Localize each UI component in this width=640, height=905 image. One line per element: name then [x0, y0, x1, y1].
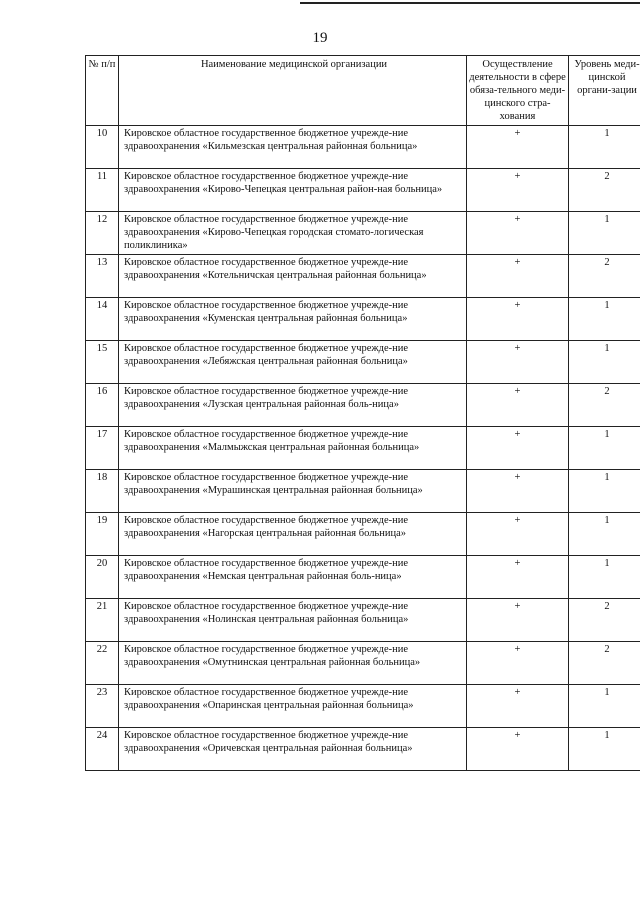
- row-name: Кировское областное государственное бюджетное учрежде-ние здравоохранения «Кильмезская центральная районная больница»: [119, 126, 467, 169]
- table-row: [86, 212, 640, 255]
- row-name: Кировское областное государственное бюджетное учрежде-ние здравоохранения «Котельничская центральная районная больница»: [119, 255, 467, 298]
- table-row: [86, 642, 640, 685]
- row-oms: +: [467, 212, 569, 255]
- table-row: [86, 556, 640, 599]
- row-level: 1: [569, 470, 640, 513]
- row-level: 2: [569, 255, 640, 298]
- row-num: 19: [86, 513, 119, 556]
- row-oms: +: [467, 728, 569, 771]
- row-oms: +: [467, 126, 569, 169]
- row-level: 1: [569, 513, 640, 556]
- row-name: Кировское областное государственное бюджетное учрежде-ние здравоохранения «Кирово-Чепецкая городская стомато-логическая поликлиника»: [119, 212, 467, 255]
- row-level: 2: [569, 384, 640, 427]
- row-level: 1: [569, 126, 640, 169]
- row-level: 2: [569, 642, 640, 685]
- row-name: Кировское областное государственное бюджетное учрежде-ние здравоохранения «Нагорская центральная районная больница»: [119, 513, 467, 556]
- row-name: Кировское областное государственное бюджетное учрежде-ние здравоохранения «Куменская центральная районная больница»: [119, 298, 467, 341]
- table-row: [86, 341, 640, 384]
- row-oms: +: [467, 298, 569, 341]
- row-num: 15: [86, 341, 119, 384]
- row-oms: +: [467, 599, 569, 642]
- row-name: Кировское областное государственное бюджетное учрежде-ние здравоохранения «Кирово-Чепецкая центральная район-ная больница»: [119, 169, 467, 212]
- table-row: [86, 384, 640, 427]
- table-body: [86, 126, 640, 771]
- row-num: 20: [86, 556, 119, 599]
- table-row: [86, 513, 640, 556]
- table-row: [86, 169, 640, 212]
- table-row: [86, 685, 640, 728]
- row-level: 2: [569, 169, 640, 212]
- row-level: 1: [569, 685, 640, 728]
- row-name: Кировское областное государственное бюджетное учрежде-ние здравоохранения «Оричевская центральная районная больница»: [119, 728, 467, 771]
- table-row: [86, 728, 640, 771]
- row-level: 1: [569, 556, 640, 599]
- row-level: 1: [569, 341, 640, 384]
- row-num: 12: [86, 212, 119, 255]
- row-oms: +: [467, 341, 569, 384]
- top-rule: [300, 2, 640, 4]
- row-oms: +: [467, 556, 569, 599]
- row-num: 21: [86, 599, 119, 642]
- row-oms: +: [467, 169, 569, 212]
- table-row: [86, 298, 640, 341]
- row-oms: +: [467, 513, 569, 556]
- row-name: Кировское областное государственное бюджетное учрежде-ние здравоохранения «Лебяжская центральная районная больница»: [119, 341, 467, 384]
- row-num: 22: [86, 642, 119, 685]
- header-num: № п/п: [86, 56, 119, 126]
- row-num: 16: [86, 384, 119, 427]
- row-level: 2: [569, 599, 640, 642]
- row-name: Кировское областное государственное бюджетное учрежде-ние здравоохранения «Немская центральная районная боль-ница»: [119, 556, 467, 599]
- row-num: 13: [86, 255, 119, 298]
- row-num: 17: [86, 427, 119, 470]
- table-row: [86, 427, 640, 470]
- organizations-table: [85, 55, 640, 771]
- row-num: 11: [86, 169, 119, 212]
- row-level: 1: [569, 728, 640, 771]
- row-name: Кировское областное государственное бюджетное учрежде-ние здравоохранения «Мурашинская центральная районная больница»: [119, 470, 467, 513]
- table-row: [86, 126, 640, 169]
- row-oms: +: [467, 384, 569, 427]
- row-oms: +: [467, 470, 569, 513]
- row-name: Кировское областное государственное бюджетное учрежде-ние здравоохранения «Омутнинская центральная районная больница»: [119, 642, 467, 685]
- header-oms: Осуществление деятельности в сфере обяза-тельного меди-цинского стра-хования: [467, 56, 569, 126]
- header-level: Уровень меди-цинской органи-зации: [569, 56, 640, 126]
- row-oms: +: [467, 255, 569, 298]
- row-oms: +: [467, 685, 569, 728]
- row-name: Кировское областное государственное бюджетное учрежде-ние здравоохранения «Нолинская центральная районная больница»: [119, 599, 467, 642]
- row-name: Кировское областное государственное бюджетное учрежде-ние здравоохранения «Малмыжская центральная районная больница»: [119, 427, 467, 470]
- row-num: 14: [86, 298, 119, 341]
- row-oms: +: [467, 427, 569, 470]
- row-level: 1: [569, 212, 640, 255]
- header-name: Наименование медицинской организации: [119, 56, 467, 126]
- row-num: 10: [86, 126, 119, 169]
- table-header-row: [86, 56, 640, 126]
- table-row: [86, 470, 640, 513]
- row-level: 1: [569, 298, 640, 341]
- page-number: 19: [312, 30, 328, 46]
- row-oms: +: [467, 642, 569, 685]
- table-row: [86, 255, 640, 298]
- row-num: 18: [86, 470, 119, 513]
- row-level: 1: [569, 427, 640, 470]
- table-row: [86, 599, 640, 642]
- row-num: 23: [86, 685, 119, 728]
- row-name: Кировское областное государственное бюджетное учрежде-ние здравоохранения «Опаринская центральная районная больница»: [119, 685, 467, 728]
- row-num: 24: [86, 728, 119, 771]
- row-name: Кировское областное государственное бюджетное учрежде-ние здравоохранения «Лузская центральная районная боль-ница»: [119, 384, 467, 427]
